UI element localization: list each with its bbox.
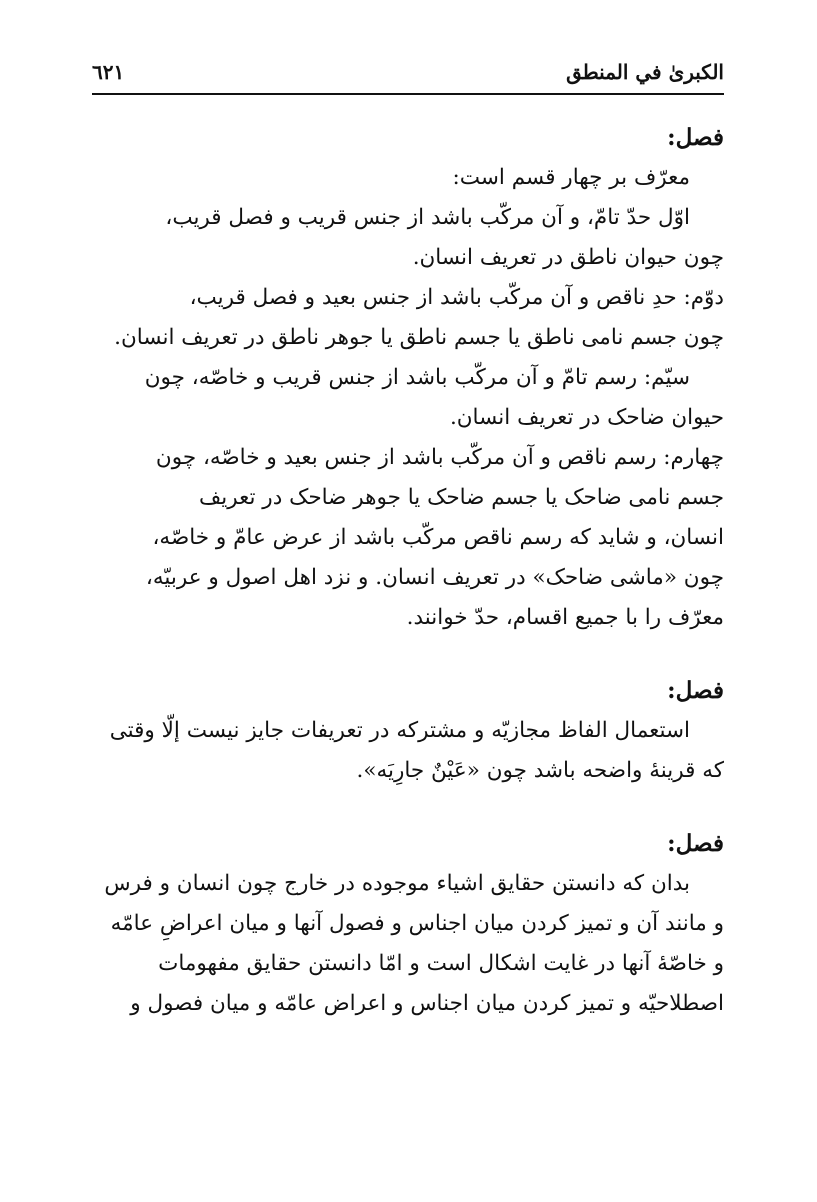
paragraph-line: معرّف بر چهار قسم است: xyxy=(452,165,690,190)
paragraph-line: بدان كه دانستن حقايق اشياء موجوده در خارج چون انسان و فرس xyxy=(104,871,690,896)
header-rule xyxy=(92,93,724,95)
paragraph-line: و خاصّۀ آنها در غايت اشكال است و امّا دانستن حقايق مفهومات xyxy=(158,951,724,976)
book-title: الكبرىٰ في المنطق xyxy=(566,60,724,84)
paragraph-line: جسم نامى ضاحک يا جسم ضاحک يا جوهر ضاحک در تعريف xyxy=(199,485,724,510)
running-header xyxy=(92,52,724,92)
section-gap xyxy=(92,791,724,824)
paragraph-line: چهارم: رسم ناقص و آن مركّب باشد از جنس بعيد و خاصّه، چون xyxy=(155,445,724,470)
section-gap xyxy=(92,638,724,671)
paragraph-line: اوّل حدّ تامّ، و آن مركّب باشد از جنس قريب و فصل قريب، xyxy=(165,205,690,230)
paragraph-line: اصطلاحيّه و تميز كردن ميان اجناس و اعراض عامّه و ميان فصول و xyxy=(130,991,724,1016)
paragraph-line: چون حيوان ناطق در تعريف انسان. xyxy=(412,245,724,270)
paragraph-line: چون «ماشى ضاحک» در تعريف انسان. و نزد اهل اصول و عربيّه، xyxy=(145,565,724,590)
paragraph-line: و مانند آن و تميز كردن ميان اجناس و فصول آنها و ميان اعراضِ عامّه xyxy=(110,911,724,936)
paragraph-line: چون جسم نامى ناطق يا جسم ناطق يا جوهر ناطق در تعريف انسان. xyxy=(114,325,724,350)
page-number: ٦٢١ xyxy=(92,60,125,84)
section-heading: فصل: xyxy=(667,124,724,151)
paragraph-line: دوّم: حدِ ناقص و آن مركّب باشد از جنس بعيد و فصل قريب، xyxy=(189,285,724,310)
paragraph-line: سيّم: رسم تامّ و آن مركّب باشد از جنس قريب و خاصّه، چون xyxy=(144,365,690,390)
section-definition-types xyxy=(92,118,724,638)
paragraph-line: كه قرينۀ واضحه باشد چون «عَيْنٌ جارِيَه». xyxy=(356,758,724,783)
section-heading: فصل: xyxy=(667,830,724,857)
section-knowing-realities xyxy=(92,824,724,1024)
paragraph-line: حيوان ضاحک در تعريف انسان. xyxy=(449,405,724,430)
paragraph-line: معرّف را با جميع اقسام، حدّ خوانند. xyxy=(406,605,724,630)
section-figurative-terms xyxy=(92,671,724,791)
page-body xyxy=(92,118,724,1024)
section-heading: فصل: xyxy=(667,677,724,704)
paragraph-line: انسان، و شايد كه رسم ناقص مركّب باشد از عرض عامّ و خاصّه، xyxy=(152,525,724,550)
paragraph-line: استعمال الفاظ مجازيّه و مشتركه در تعريفات جايز نيست إلّا وقتى xyxy=(109,718,690,743)
